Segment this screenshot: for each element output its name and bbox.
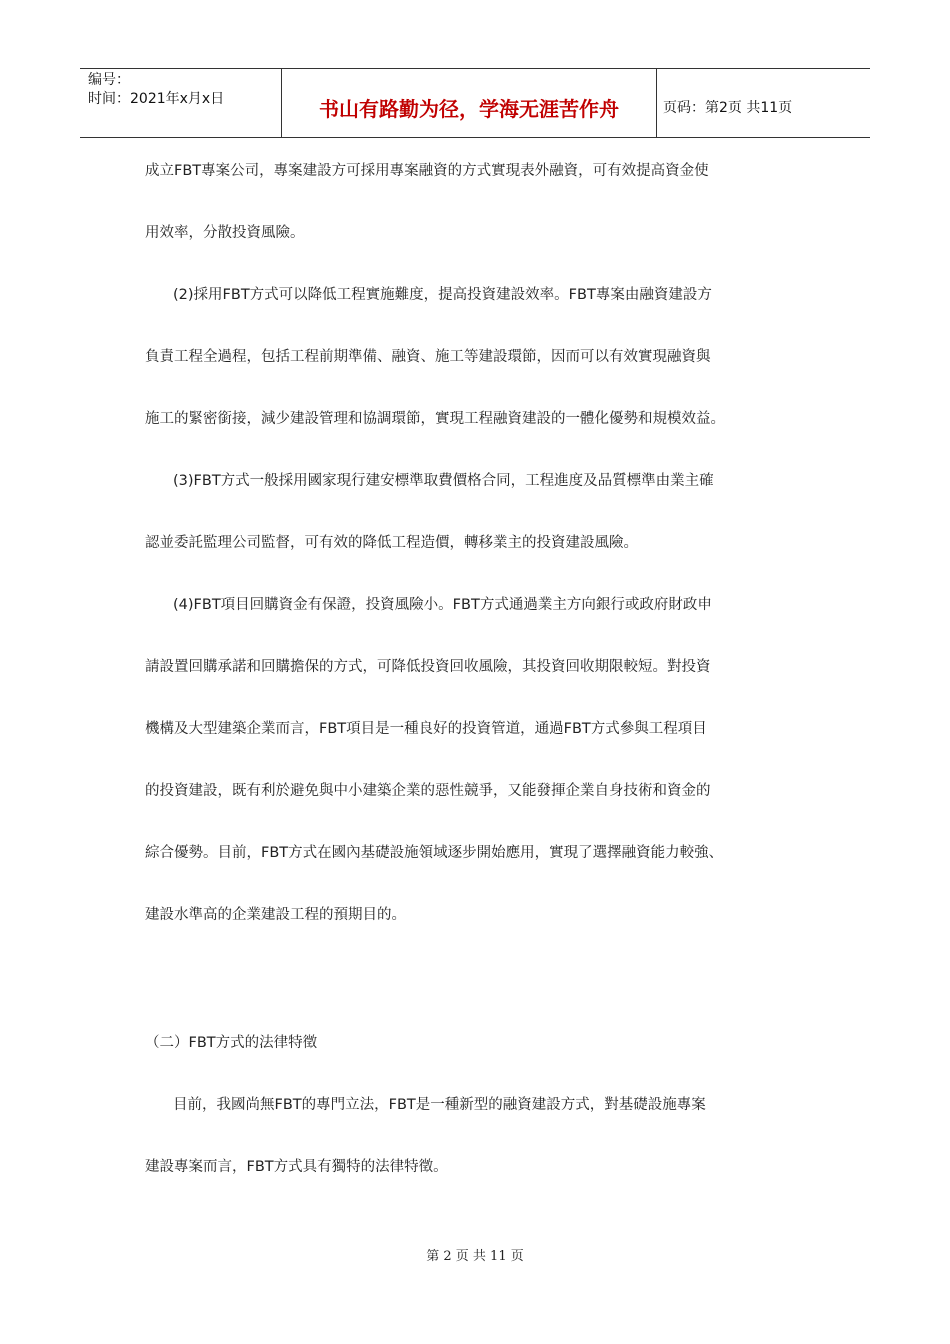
- body-line: (2)採用FBT方式可以降低工程實施難度，提高投資建設效率。FBT專案由融資建設方: [173, 287, 712, 303]
- body-paragraphs: [145, 140, 825, 946]
- body-line: 機構及大型建築企業而言，FBT項目是一種良好的投資管道，通過FBT方式參與工程項目: [145, 721, 707, 737]
- document-number-label: 编号：: [88, 72, 130, 88]
- section-heading: （二）FBT方式的法律特徵: [145, 1035, 318, 1051]
- page-footer: 第 2 页 共 11 页: [426, 1249, 524, 1264]
- page-header: [80, 68, 870, 138]
- header-meta: [80, 69, 281, 137]
- body-line: 負責工程全過程，包括工程前期準備、融資、施工等建設環節，因而可以有效實現融資與: [145, 349, 711, 365]
- body-line: 請設置回購承諾和回購擔保的方式，可降低投資回收風險，其投資回收期限較短。對投資: [145, 659, 711, 675]
- body-line: 建設水準高的企業建設工程的預期目的。: [145, 907, 406, 923]
- header-page-code: 页码：第2页 共11页: [663, 100, 793, 116]
- body-line: 目前，我國尚無FBT的專門立法，FBT是一種新型的融資建設方式，對基礎設施專案: [173, 1097, 706, 1113]
- body-line: 的投資建設，既有利於避免與中小建築企業的惡性競爭，又能發揮企業自身技術和資金的: [145, 783, 711, 799]
- section-paragraph: [145, 1074, 825, 1198]
- body-line: 建設專案而言，FBT方式具有獨特的法律特徵。: [145, 1159, 448, 1175]
- header-motto: 书山有路勤为径，学海无涯苦作舟: [281, 69, 657, 137]
- body-line: 用效率，分散投資風險。: [145, 225, 305, 241]
- body-line: 施工的緊密銜接，減少建設管理和協調環節，實現工程融資建設的一體化優勢和規模效益。: [145, 411, 725, 427]
- body-line: 認並委託監理公司監督，可有效的降低工程造價，轉移業主的投資建設風險。: [145, 535, 638, 551]
- body-line: 綜合優勢。目前，FBT方式在國內基礎設施領域逐步開始應用，實現了選擇融資能力較強、: [145, 845, 724, 861]
- body-line: (4)FBT項目回購資金有保證，投資風險小。FBT方式通過業主方向銀行或政府財政申: [173, 597, 712, 613]
- document-time-label: 时间：2021年x月x日: [88, 91, 225, 107]
- body-line: (3)FBT方式一般採用國家現行建安標準取費價格合同，工程進度及品質標準由業主確: [173, 473, 714, 489]
- body-line: 成立FBT專案公司，專案建設方可採用專案融資的方式實現表外融資，可有效提高資金使: [145, 163, 709, 179]
